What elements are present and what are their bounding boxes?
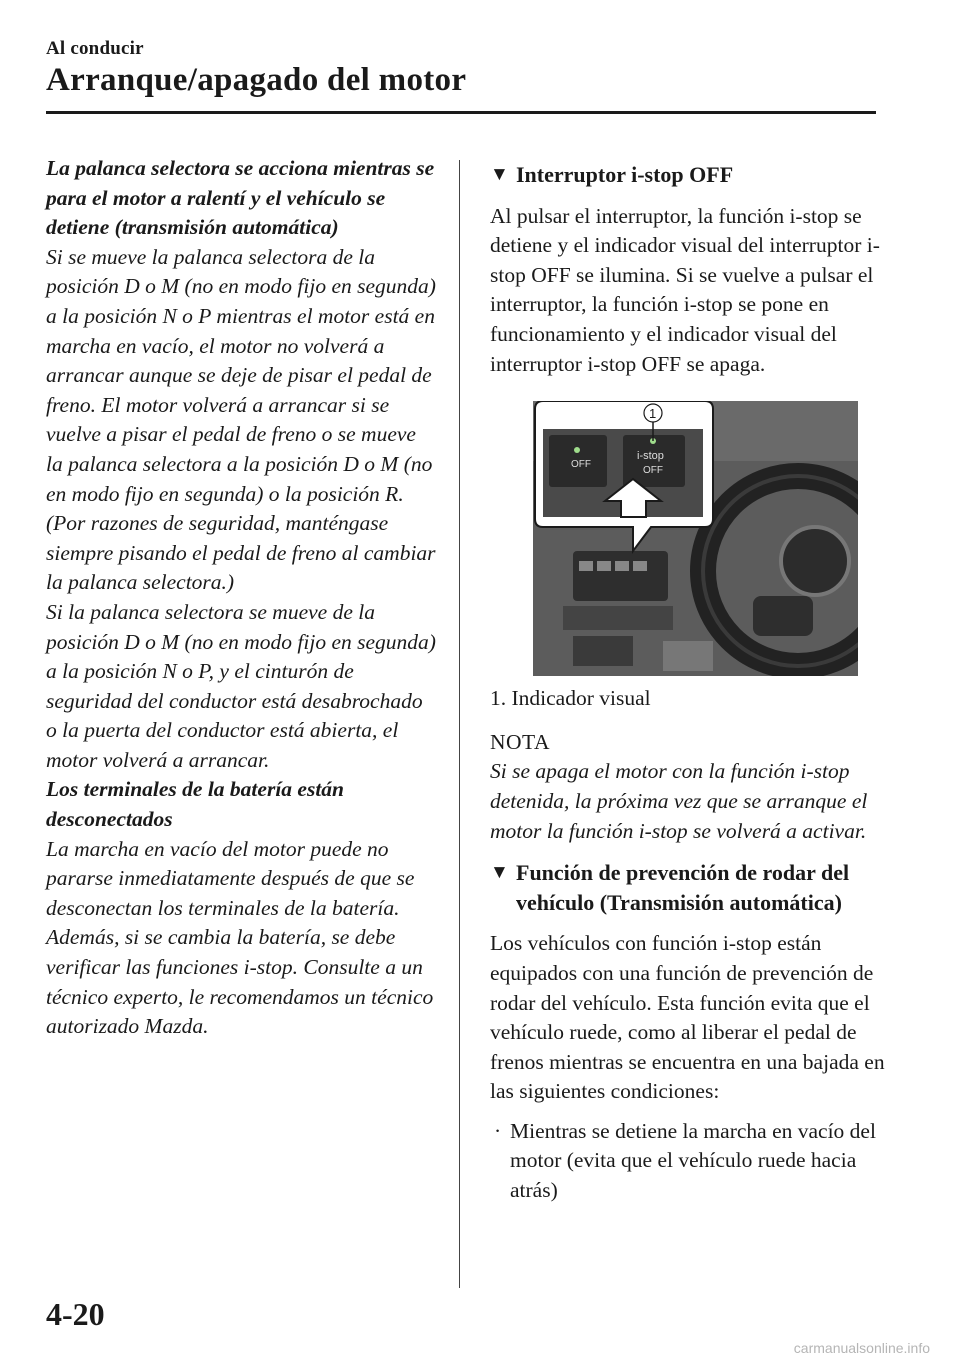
istop-off-label: OFF: [643, 465, 663, 477]
title-rule: [46, 111, 876, 114]
paragraph-rollback: Los vehículos con función i-stop están equipados con una función de prevención de rodar del vehículo. Esta función evita que el vehículo ruede, como al liberar el pedal de frenos mientras se encuentra en una bajada en las siguientes condiciones:: [490, 931, 885, 1104]
paragraph-selector-2: Si la palanca selectora se mueve de la posición D o M (no en modo fijo en segunda) a la posición N o P, y el cinturón de seguridad del conductor está desabrochado o la puerta del conductor está abierta, el motor volverá a arrancar.: [46, 599, 436, 772]
right-column: [490, 160, 890, 1206]
left-column: [46, 154, 438, 1042]
page-number: 4-20: [46, 1296, 105, 1332]
heading-istop-off-text: Interruptor i-stop OFF: [516, 162, 734, 187]
section-label: Al conducir: [46, 38, 144, 59]
istop-button-label: i-stop: [637, 450, 664, 463]
column-divider: [459, 160, 460, 1288]
istop-switch-illustration: [533, 401, 858, 676]
triangle-icon: ▼: [490, 164, 509, 185]
page-title: Arranque/apagado del motor: [46, 62, 467, 98]
triangle-icon: ▼: [490, 862, 509, 884]
heading-istop-off: [490, 160, 890, 190]
subheading-selector-lever: La palanca selectora se acciona mientras se para el motor a ralentí y el vehículo se detiene (transmisión automática): [46, 156, 435, 240]
subheading-battery: Los terminales de la batería están desconectados: [46, 777, 345, 832]
paragraph-selector-1: Si se mueve la palanca selectora de la posición D o M (no en modo fijo en segunda) a la posición N o P mientras el motor está en marcha en vacío, el motor no volverá a arrancar aunque se deje de pisar el pedal de freno. El motor volverá a arrancar si se vuelve a pisar el pedal de freno o se mueve la palanca selectora a la posición D o M (no en modo fijo en segunda) o la posición R. (Por razones de seguridad, manténgase siempre pisando el pedal de freno al cambiar la palanca selectora.): [46, 244, 436, 595]
heading-rollback-text: Función de prevención de rodar del vehículo (Transmisión automática): [516, 860, 850, 915]
watermark: carmanualsonline.info: [793, 1340, 930, 1356]
bullet-icon: ·: [494, 1118, 502, 1143]
note-text: Si se apaga el motor con la función i-stop detenida, la próxima vez que se arranque el motor la función i-stop se volverá a activar.: [490, 759, 868, 843]
figure-caption: 1. Indicador visual: [490, 686, 651, 711]
abs-off-label: OFF: [571, 459, 591, 471]
dashboard-illustration: [533, 401, 858, 676]
callout-number: 1: [649, 406, 657, 422]
heading-rollback-prevention: [490, 858, 890, 917]
list-item-text: Mientras se detiene la marcha en vacío del motor (evita que el vehículo ruede hacia atrás): [510, 1118, 876, 1203]
paragraph-istop-off: Al pulsar el interruptor, la función i-stop se detiene y el indicador visual del interruptor i-stop OFF se ilumina. Si se vuelve a pulsar el interruptor, la función i-stop se pone en funcionamiento y el indicador visual del interruptor i-stop OFF se apaga.: [490, 203, 880, 376]
note-label: NOTA: [490, 729, 550, 754]
list-item: [490, 1117, 890, 1206]
paragraph-battery: La marcha en vacío del motor puede no pararse inmediatamente después de que se desconectan los terminales de la batería. Además, si se cambia la batería, se debe verificar las funciones i-stop. Consulte a un técnico experto, le recomendamos un técnico autorizado Mazda.: [46, 836, 434, 1039]
